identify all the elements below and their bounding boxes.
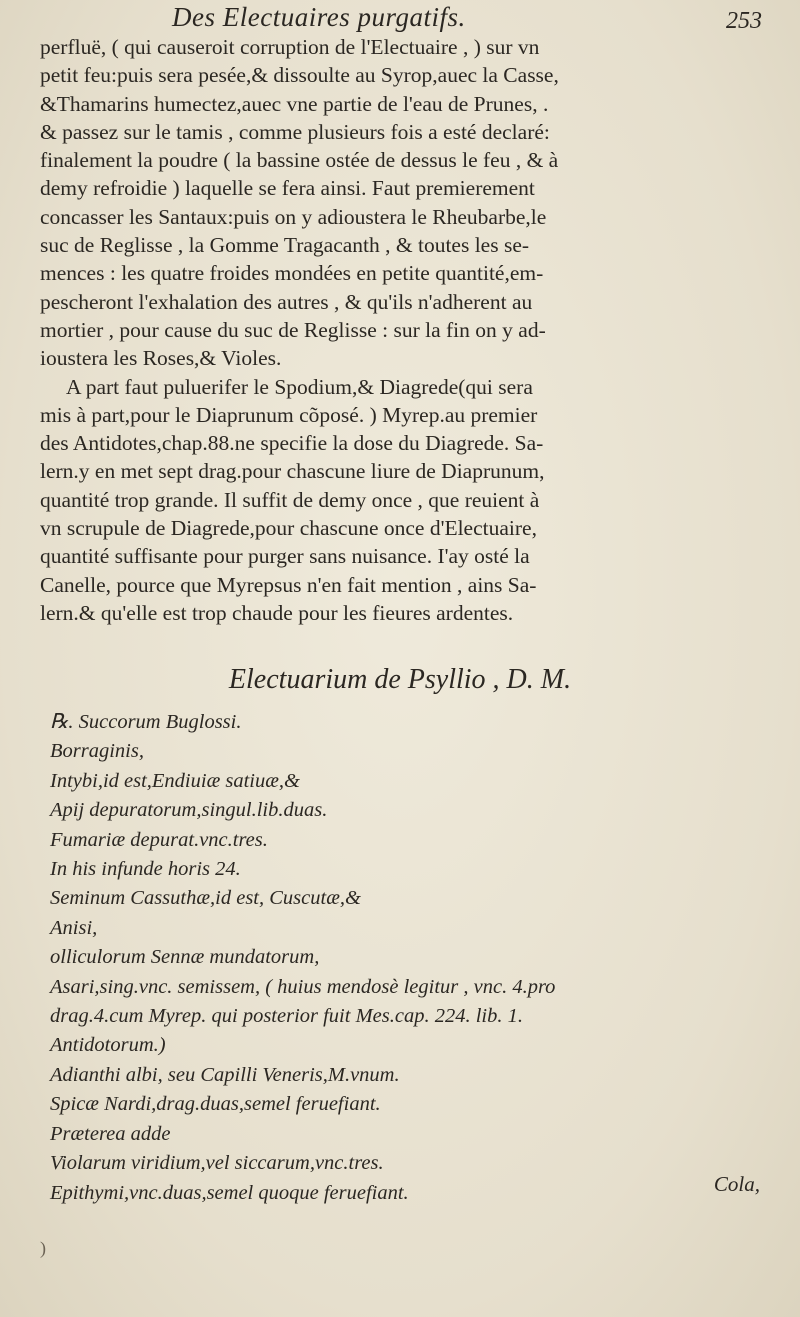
text-line: &Thamarins humectez,auec vne partie de l'eau de Prunes, . [40, 91, 549, 116]
recipe-line: Apij depuratorum,singul.lib.duas. [50, 799, 328, 822]
page-number: 253 [726, 8, 762, 34]
catchword: Cola, [713, 1172, 760, 1196]
recipe-line: Epithymi,vnc.duas,semel quoque feruefiant. [50, 1181, 409, 1204]
bottom-mark: ) [40, 1238, 46, 1258]
text-line: Canelle, pource que Myrepsus n'en fait mention , ains Sa- [40, 572, 537, 597]
text-line: pescheront l'exhalation des autres , & qu'ils n'adherent au [40, 289, 533, 314]
text-line: des Antidotes,chap.88.ne specifie la dose du Diagrede. Sa- [40, 431, 544, 456]
text-line: quantité trop grande. Il suffit de demy once , que reuient à [40, 487, 540, 512]
text-line: lern.& qu'elle est trop chaude pour les fieures ardentes. [40, 600, 514, 625]
text-line: vn scrupule de Diagrede,pour chascune once d'Electuaire, [40, 516, 537, 541]
text-line: concasser les Santaux:puis on y adioustera le Rheubarbe,le [40, 204, 547, 229]
text-line: demy refroidie ) laquelle se fera ainsi. Faut premierement [40, 176, 535, 201]
text-line: perfluë, ( qui causeroit corruption de l'Electuaire , ) sur vn [40, 35, 540, 59]
recipe-line: drag.4.cum Myrep. qui posterior fuit Mes.cap. 224. lib. 1. [50, 1005, 523, 1028]
text-line: A part faut puluerifer le Spodium,& Diagrede(qui sera [66, 374, 533, 399]
recipe-line: ℞. Succorum Buglossi. [50, 711, 242, 733]
recipe-line: Intybi,id est,Endiuiæ satiuæ,& [50, 769, 300, 792]
recipe-line: Seminum Cassuthæ,id est, Cuscutæ,& [50, 887, 361, 910]
text-line: & passez sur le tamis , comme plusieurs fois a esté declaré: [40, 119, 550, 144]
recipe-line: Violarum viridium,vel siccarum,vnc.tres. [50, 1152, 384, 1175]
recipe-list [50, 708, 780, 1208]
paragraph-2 [40, 373, 775, 628]
body-text [40, 33, 775, 627]
section-heading: Electuarium de Psyllio , D. M. [228, 664, 572, 695]
paragraph-1 [40, 33, 775, 373]
recipe-line: Spicæ Nardi,drag.duas,semel feruefiant. [50, 1093, 381, 1116]
recipe-line: Fumariæ depurat.vnc.tres. [50, 828, 268, 851]
text-line: suc de Reglisse , la Gomme Tragacanth , & toutes les se- [40, 233, 530, 258]
text-line: ioustera les Roses,& Violes. [40, 346, 282, 371]
recipe-line: Borraginis, [50, 740, 144, 763]
recipe-line: Asari,sing.vnc. semissem, ( huius mendosè legitur , vnc. 4.pro [50, 975, 556, 998]
recipe-line: Præterea adde [50, 1122, 171, 1145]
text-line: mortier , pour cause du suc de Reglisse : sur la fin on y ad- [40, 317, 546, 342]
recipe-line: Antidotorum.) [50, 1034, 166, 1057]
recipe-line: Anisi, [50, 916, 98, 939]
text-line: mences : les quatre froides mondées en petite quantité,em- [40, 261, 544, 286]
text-line: petit feu:puis sera pesée,& dissoulte au Syrop,auec la Casse, [40, 63, 559, 88]
recipe-line: In his infunde horis 24. [50, 858, 241, 881]
text-line: finalement la poudre ( la bassine ostée de dessus le feu , & à [40, 148, 559, 173]
running-title: Des Electuaires purgatifs. [172, 2, 466, 32]
recipe-line: olliculorum Sennæ mundatorum, [50, 946, 320, 969]
text-line: lern.y en met sept drag.pour chascune liure de Diaprunum, [40, 459, 545, 484]
text-line: mis à part,pour le Diaprunum cõposé. ) Myrep.au premier [40, 402, 538, 427]
text-line: quantité suffisante pour purger sans nuisance. I'ay osté la [40, 544, 530, 569]
recipe-line: Adianthi albi, seu Capilli Veneris,M.vnum. [50, 1063, 400, 1086]
